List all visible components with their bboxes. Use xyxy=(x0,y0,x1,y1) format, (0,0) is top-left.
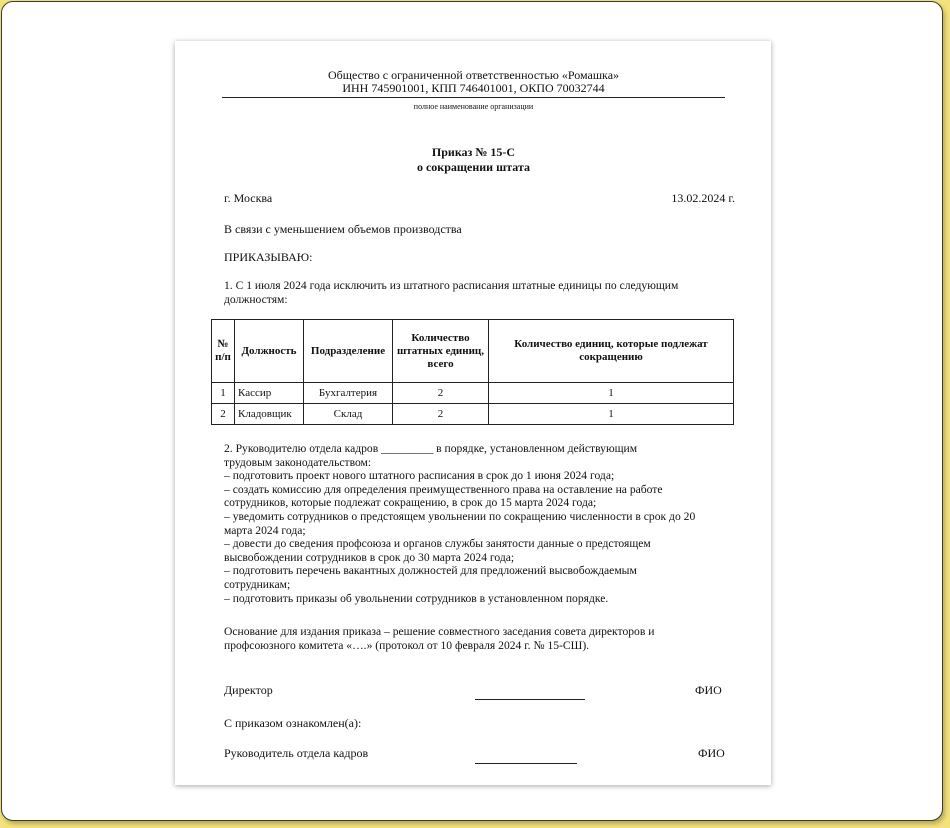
order-reason: В связи с уменьшением объемов производства xyxy=(224,222,462,236)
order-date: 13.02.2024 г. xyxy=(671,191,735,205)
cell-department: Склад xyxy=(304,404,393,425)
order-basis-line: профсоюзного комитета «….» (протокол от 10 февраля 2024 г. № 15-СШ). xyxy=(224,638,590,652)
organization-header xyxy=(222,69,725,95)
header-total-units: Количество штатных единиц, всего xyxy=(393,320,489,383)
organization-caption: полное наименование организации xyxy=(413,102,534,111)
order-directive: ПРИКАЗЫВАЮ: xyxy=(224,250,313,264)
cell-num: 1 xyxy=(212,383,235,404)
table-row xyxy=(212,383,734,404)
table-row xyxy=(212,404,734,425)
cell-total: 2 xyxy=(393,404,489,425)
document-page xyxy=(175,41,771,785)
window-frame xyxy=(1,1,943,821)
order-title: Приказ № 15-С xyxy=(431,145,516,159)
header-department: Подразделение xyxy=(304,320,393,383)
hr-head-name: ФИО xyxy=(698,746,725,760)
organization-underline xyxy=(222,97,725,98)
order-item-2-line: – довести до сведения профсоюза и органов службы занятости данные о предстоящем xyxy=(224,537,651,551)
order-item-1-line: должностям: xyxy=(224,292,288,306)
organization-name: Общество с ограниченной ответственностью «Ромашка» xyxy=(327,68,620,82)
order-item-2-line: – уведомить сотрудников о предстоящем увольнении по сокращению численности в срок до 20 xyxy=(224,509,696,523)
order-item-2-line: 2. Руководителю отдела кадров _________ в порядке, установленном действующим xyxy=(224,442,638,455)
cell-total: 2 xyxy=(393,383,489,404)
cell-department: Бухгалтерия xyxy=(304,383,393,404)
hr-head-label: Руководитель отдела кадров xyxy=(224,746,369,760)
order-item-2-line: – создать комиссию для определения преимущественного права на оставление на работе xyxy=(224,482,663,496)
director-signature-line xyxy=(475,699,585,700)
table-header-row xyxy=(212,320,734,383)
order-item-2-line: марта 2024 года; xyxy=(224,523,306,537)
cell-position: Кассир xyxy=(235,383,304,404)
order-basis xyxy=(224,625,744,652)
cell-num: 2 xyxy=(212,404,235,425)
hr-signature-line xyxy=(475,763,577,764)
order-item-2 xyxy=(224,442,744,605)
acquainted-label: С приказом ознакомлен(а): xyxy=(224,716,362,730)
order-item-2-line: – подготовить перечень вакантных должностей для предложений высвобождаемым xyxy=(224,564,637,578)
order-title-block xyxy=(222,145,725,175)
order-item-2-line: трудовым законодательством: xyxy=(224,455,372,469)
header-reduce-units: Количество единиц, которые подлежат сокращению xyxy=(489,320,734,383)
organization-codes: ИНН 745901001, КПП 746401001, ОКПО 70032744 xyxy=(342,81,605,95)
order-item-1-line: 1. С 1 июля 2024 года исключить из штатного расписания штатные единицы по следующим xyxy=(224,279,679,292)
order-item-2-line: высвобождении сотрудников в срок до 30 марта 2024 года; xyxy=(224,550,515,564)
order-item-2-line: сотрудников, которые подлежат сокращению, в срок до 15 марта 2024 года; xyxy=(224,496,597,510)
order-city: г. Москва xyxy=(224,191,273,205)
header-num: № п/п xyxy=(212,320,235,383)
director-label: Директор xyxy=(224,683,273,697)
order-item-2-line: – подготовить проект нового штатного расписания в срок до 1 июня 2024 года; xyxy=(224,469,615,483)
order-subtitle: о сокращении штата xyxy=(416,160,530,174)
cell-reduce: 1 xyxy=(489,404,734,425)
cell-reduce: 1 xyxy=(489,383,734,404)
director-name: ФИО xyxy=(695,683,722,697)
order-item-2-line: сотрудникам; xyxy=(224,577,291,591)
order-item-2-line: – подготовить приказы об увольнении сотрудников в установленном порядке. xyxy=(224,591,609,605)
order-item-1 xyxy=(224,279,744,306)
staff-table xyxy=(211,319,734,425)
header-position: Должность xyxy=(235,320,304,383)
order-basis-line: Основание для издания приказа – решение совместного заседания совета директоров и xyxy=(224,625,655,638)
cell-position: Кладовщик xyxy=(235,404,304,425)
